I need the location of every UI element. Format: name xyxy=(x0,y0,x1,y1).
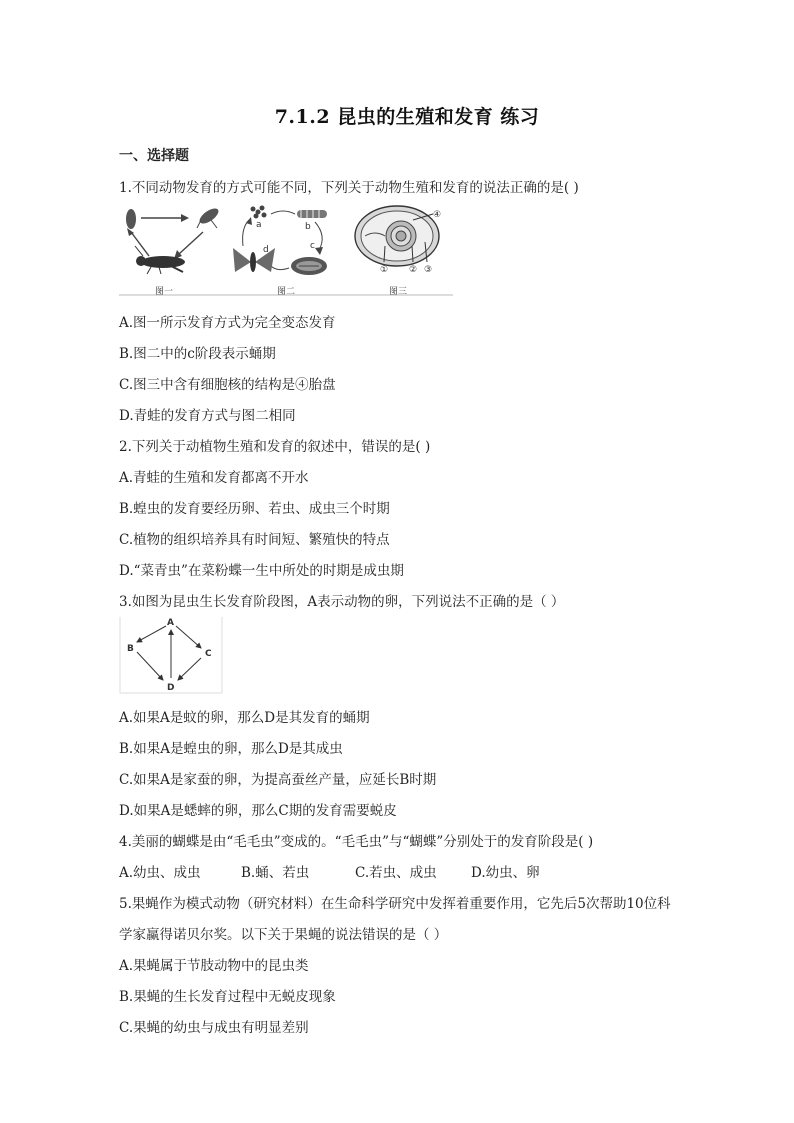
node-d: D xyxy=(167,683,175,693)
q1-option-d: D.青蛙的发育方式与图二相同 xyxy=(119,408,296,424)
svg-text:①: ① xyxy=(380,265,389,275)
svg-text:②: ② xyxy=(409,265,418,275)
q5-stem-line1: 5.果蝇作为模式动物（研究材料）在生命科学研究中发挥着重要作用，它先后5次帮助10位科 xyxy=(119,896,671,912)
q3-option-a: A.如果A是蚊的卵，那么D是其发育的蛹期 xyxy=(119,710,370,726)
q3-option-d: D.如果A是蟋蟀的卵，那么C期的发育需要蜕皮 xyxy=(119,803,397,819)
svg-text:③: ③ xyxy=(424,265,433,275)
svg-text:④: ④ xyxy=(433,210,442,220)
q2-option-c: C.植物的组织培养具有时间短、繁殖快的特点 xyxy=(119,532,390,548)
fig2-caption: 图二 xyxy=(277,287,296,297)
fig3-caption: 图三 xyxy=(389,287,408,297)
node-b: B xyxy=(127,644,134,654)
node-a: A xyxy=(167,618,174,628)
q2-option-b: B.蝗虫的发育要经历卵、若虫、成虫三个时期 xyxy=(119,501,390,517)
section-heading: 一、选择题 xyxy=(119,148,189,164)
q4-option-a: A.幼虫、成虫 xyxy=(119,865,201,881)
q1-stem: 1.不同动物发育的方式可能不同，下列关于动物生殖和发育的说法正确的是( ) xyxy=(119,180,579,196)
q3-option-b: B.如果A是蝗虫的卵，那么D是其成虫 xyxy=(119,741,343,757)
svg-text:b: b xyxy=(305,222,311,232)
q4-option-b: B.蛹、若虫 xyxy=(241,865,310,881)
q1-option-a: A.图一所示发育方式为完全变态发育 xyxy=(119,315,336,331)
q2-option-d: D.“菜青虫”在菜粉蝶一生中所处的时期是成虫期 xyxy=(119,563,404,579)
fig1-caption: 图一 xyxy=(155,287,174,297)
svg-text:c: c xyxy=(310,241,315,251)
q1-option-b: B.图二中的c阶段表示蛹期 xyxy=(119,346,276,362)
q3-stem: 3.如图为昆虫生长发育阶段图，A表示动物的卵，下列说法不正确的是（ ） xyxy=(119,594,565,610)
q5-option-c: C.果蝇的幼虫与成虫有明显差别 xyxy=(119,1020,309,1036)
fig1-grasshopper-cycle xyxy=(126,206,221,297)
q5-option-a: A.果蝇属于节肢动物中的昆虫类 xyxy=(119,958,309,974)
q1-option-c: C.图三中含有细胞核的结构是④胎盘 xyxy=(119,377,336,393)
svg-text:a: a xyxy=(256,220,262,230)
q2-stem: 2.下列关于动植物生殖和发育的叙述中，错误的是( ) xyxy=(119,439,431,455)
q3-option-c: C.如果A是家蚕的卵，为提高蚕丝产量，应延长B时期 xyxy=(119,772,437,788)
svg-text:d: d xyxy=(263,245,269,255)
q3-stage-diagram xyxy=(119,616,223,694)
fig2-butterfly-cycle xyxy=(233,206,327,298)
page-title: 7.1.2 昆虫的生殖和发育 练习 xyxy=(274,106,540,128)
q4-stem: 4.美丽的蝴蝶是由“毛毛虫”变成的。“毛毛虫”与“蝴蝶”分别处于的发育阶段是( ) xyxy=(119,834,594,850)
q5-stem-line2: 学家赢得诺贝尔奖。以下关于果蝇的说法错误的是（ ） xyxy=(119,927,448,943)
q5-option-b: B.果蝇的生长发育过程中无蜕皮现象 xyxy=(119,989,336,1005)
q1-figure xyxy=(119,202,453,298)
q4-option-d: D.幼虫、卵 xyxy=(471,865,540,881)
q4-options xyxy=(119,861,540,881)
node-c: C xyxy=(205,649,212,659)
fig3-egg-structure xyxy=(355,206,441,297)
q2-option-a: A.青蛙的生殖和发育都离不开水 xyxy=(119,470,309,486)
q4-option-c: C.若虫、成虫 xyxy=(355,865,437,881)
